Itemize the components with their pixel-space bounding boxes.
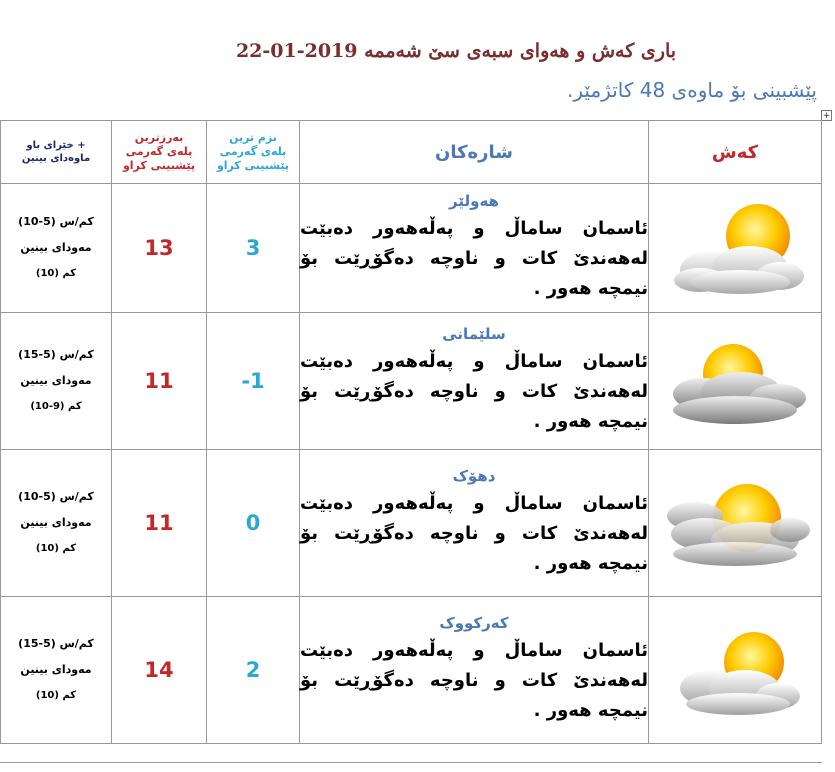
header-wind [1,121,112,184]
min-temp: 2 [207,597,300,744]
page-title [180,40,720,62]
city-cell [300,450,649,597]
table-move-handle-icon[interactable]: + [822,111,831,121]
visibility-value: (10-9) کم [30,401,82,412]
header-weather: کەش [649,121,822,184]
city-cell [300,184,649,313]
weather-icon-cell [649,597,822,744]
header-max-line: پلەی گەرمی [125,145,193,158]
city-name: سلێمانی [442,325,506,343]
max-temp: 11 [112,313,207,450]
forecast-table [0,120,822,744]
header-min-temp [207,121,300,184]
visibility-label: مەودای بینین [20,241,92,254]
bottom-divider [0,762,822,763]
page-subtitle: پێشبینی بۆ ماوەی 48 کاتژمێر. [567,78,817,102]
header-min-line: پلەی گەرمی [219,145,287,158]
header-max-line: پێشبینی کراو [122,159,196,172]
city-cell [300,597,649,744]
max-temp: 13 [112,184,207,313]
header-max-temp [112,121,207,184]
header-cities: شارەکان [300,121,649,184]
max-temp: 14 [112,597,207,744]
header-min-line: پێشبینی کراو [216,159,290,172]
visibility-value: (10) کم [35,268,77,279]
min-temp: 0 [207,450,300,597]
min-temp: 3 [207,184,300,313]
header-wind-line: خێرای باو + [26,140,86,151]
city-cell [300,313,649,450]
partly-cloudy-sun-icon [655,468,815,578]
weather-icon-cell [649,313,822,450]
wind-visibility-cell [1,597,112,744]
city-name: دهۆک [452,467,496,485]
min-temp: -1 [207,313,300,450]
wind-visibility-cell [1,184,112,313]
header-min-line: نزم ترین [229,131,277,144]
max-temp: 11 [112,450,207,597]
wind-visibility-cell [1,313,112,450]
weather-icon-cell [649,184,822,313]
weather-description: ئاسمان ساماڵ و پەڵەهەور دەبێت لەهەندێ کات و ناوچە دەگۆڕێت بۆ نیمچە هەور . [300,493,648,574]
weather-description: ئاسمان ساماڵ و پەڵەهەور دەبێت لەهەندێ کات و ناوچە دەگۆڕێت بۆ نیمچە هەور . [300,351,648,432]
visibility-label: مەودای بینین [20,663,92,676]
visibility-value: (10) کم [35,690,77,701]
wind-visibility-cell [1,450,112,597]
wind-speed: (15-5) کم/س [18,348,94,361]
visibility-value: (10) کم [35,543,77,554]
weather-description: ئاسمان ساماڵ و پەڵەهەور دەبێت لەهەندێ کات و ناوچە دەگۆڕێت بۆ نیمچە هەور . [300,640,648,721]
weather-icon-cell [649,450,822,597]
title-date: 2019-01-22 [235,40,358,62]
table-header-row [1,121,822,184]
wind-speed: (10-5) کم/س [18,490,94,503]
visibility-label: مەودای بینین [20,374,92,387]
visibility-label: مەودای بینین [20,516,92,529]
title-text: باری کەش و هەوای سبەی سێ شەممە [364,40,677,62]
header-max-line: بەرزترین [134,131,184,144]
city-name: کەرکووک [439,614,509,632]
city-name: هەولێر [449,192,499,210]
table-row [1,597,822,744]
wind-speed: (10-5) کم/س [18,215,94,228]
wind-speed: (15-5) کم/س [18,637,94,650]
partly-cloudy-sun-icon [660,198,810,298]
partly-cloudy-sun-icon [660,620,810,720]
table-row [1,313,822,450]
header-wind-line: ماوەدای بینین [21,153,91,164]
table-row [1,450,822,597]
table-row [1,184,822,313]
partly-cloudy-sun-icon [653,322,817,440]
weather-description: ئاسمان ساماڵ و پەڵەهەور دەبێت لەهەندێ کات و ناوچە دەگۆڕێت بۆ نیمچە هەور . [300,218,648,299]
